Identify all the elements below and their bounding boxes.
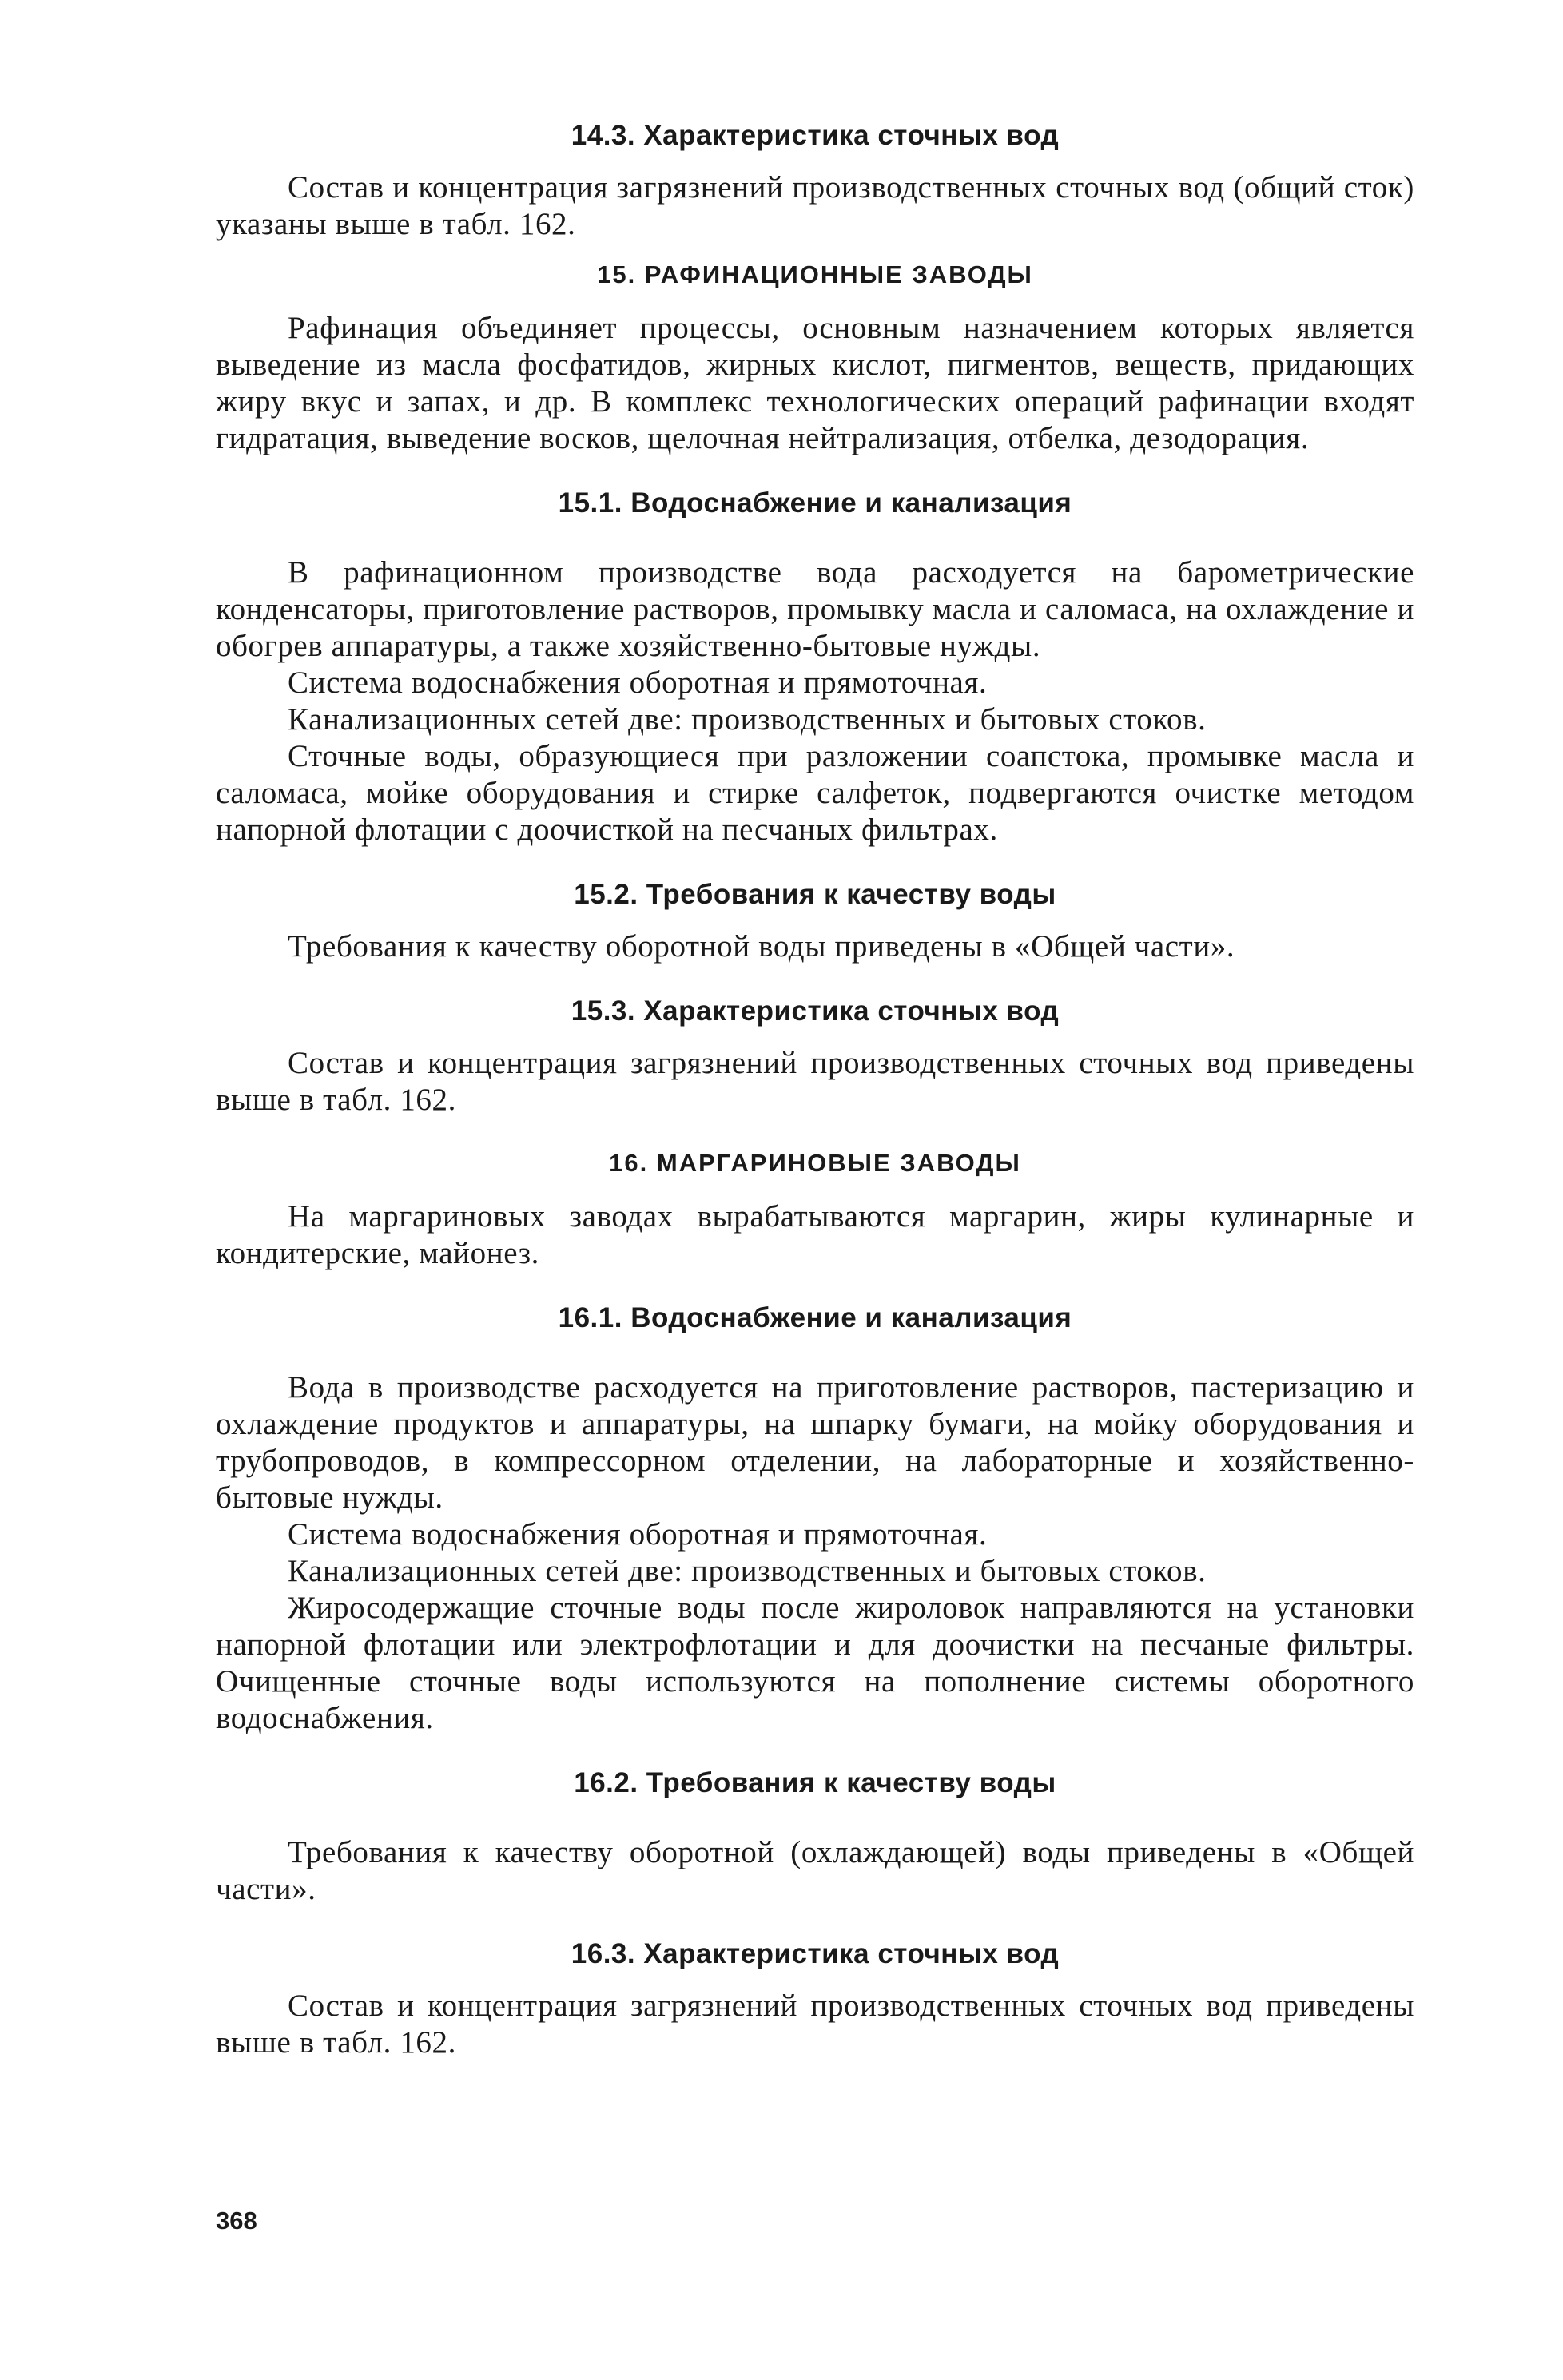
- paragraph: Система водоснабжения оборотная и прямоточная.: [288, 1517, 988, 1552]
- paragraph: Канализационных сетей две: производственных и бытовых стоков.: [288, 1554, 1207, 1588]
- chapter-heading-16: 16. МАРГАРИНОВЫЕ ЗАВОДЫ: [609, 1149, 1021, 1177]
- paragraph: Состав и концентрация загрязнений производственных сточных вод приведены выше в табл. 162.: [216, 1989, 1414, 2060]
- paragraph: Рафинация объединяет процессы, основным назначением которых является выведение из масла фосфатидов, жирных кислот, пигментов, веществ, придающих жиру вкус и запах, и др. В комплекс технологических операций рафинации входят гидратация, выведение восков, щелочная нейтрализация, отбелка, дезодорация.: [216, 311, 1414, 455]
- page-body: [216, 120, 1414, 2061]
- paragraph: Состав и концентрация загрязнений производственных сточных вод (общий сток) указаны выше в табл. 162.: [216, 170, 1414, 241]
- paragraph: На маргариновых заводах вырабатываются маргарин, жиры кулинарные и кондитерские, майонез.: [216, 1199, 1414, 1270]
- chapter-heading-15: 15. РАФИНАЦИОННЫЕ ЗАВОДЫ: [597, 260, 1033, 288]
- section-heading-14-3: 14.3. Характеристика сточных вод: [571, 120, 1060, 151]
- section-heading-15-1: 15.1. Водоснабжение и канализация: [558, 487, 1072, 519]
- paragraph: Требования к качеству оборотной (охлаждающей) воды приведены в «Общей части».: [216, 1835, 1414, 1906]
- section-heading-16-2: 16.2. Требования к качеству воды: [574, 1767, 1056, 1798]
- paragraph: Вода в производстве расходуется на приготовление растворов, пастеризацию и охлаждение продуктов и аппаратуры, на шпарку бумаги, на мойку оборудования и трубопроводов, в компрессорном отделении, на лабораторные и хозяйственно-бытовые нужды.: [216, 1370, 1414, 1515]
- paragraph: Сточные воды, образующиеся при разложении соапстока, промывке масла и саломаса, мойке оборудования и стирке салфеток, подвергаются очистке методом напорной флотации с доочисткой на песчаных фильтрах.: [216, 739, 1414, 847]
- paragraph: Состав и концентрация загрязнений производственных сточных вод приведены выше в табл. 162.: [216, 1046, 1414, 1117]
- paragraph: Требования к качеству оборотной воды приведены в «Общей части».: [288, 929, 1235, 964]
- section-heading-16-1: 16.1. Водоснабжение и канализация: [558, 1302, 1072, 1333]
- page-number: 368: [216, 2207, 257, 2235]
- section-heading-15-3: 15.3. Характеристика сточных вод: [571, 995, 1060, 1027]
- paragraph: Канализационных сетей две: производственных и бытовых стоков.: [288, 702, 1207, 737]
- paragraph: В рафинационном производстве вода расходуется на барометрические конденсаторы, приготовление растворов, промывку масла и саломаса, на охлаждение и обогрев аппаратуры, а также хозяйственно-бытовые нужды.: [216, 555, 1414, 663]
- paragraph: Жиросодержащие сточные воды после жироловок направляются на установки напорной флотации или электрофлотации и для доочистки на песчаные фильтры. Очищенные сточные воды используются на пополнение системы оборотного водоснабжения.: [216, 1591, 1414, 1735]
- section-heading-16-3: 16.3. Характеристика сточных вод: [571, 1938, 1060, 1969]
- section-heading-15-2: 15.2. Требования к качеству воды: [574, 879, 1056, 910]
- paragraph: Система водоснабжения оборотная и прямоточная.: [288, 666, 988, 700]
